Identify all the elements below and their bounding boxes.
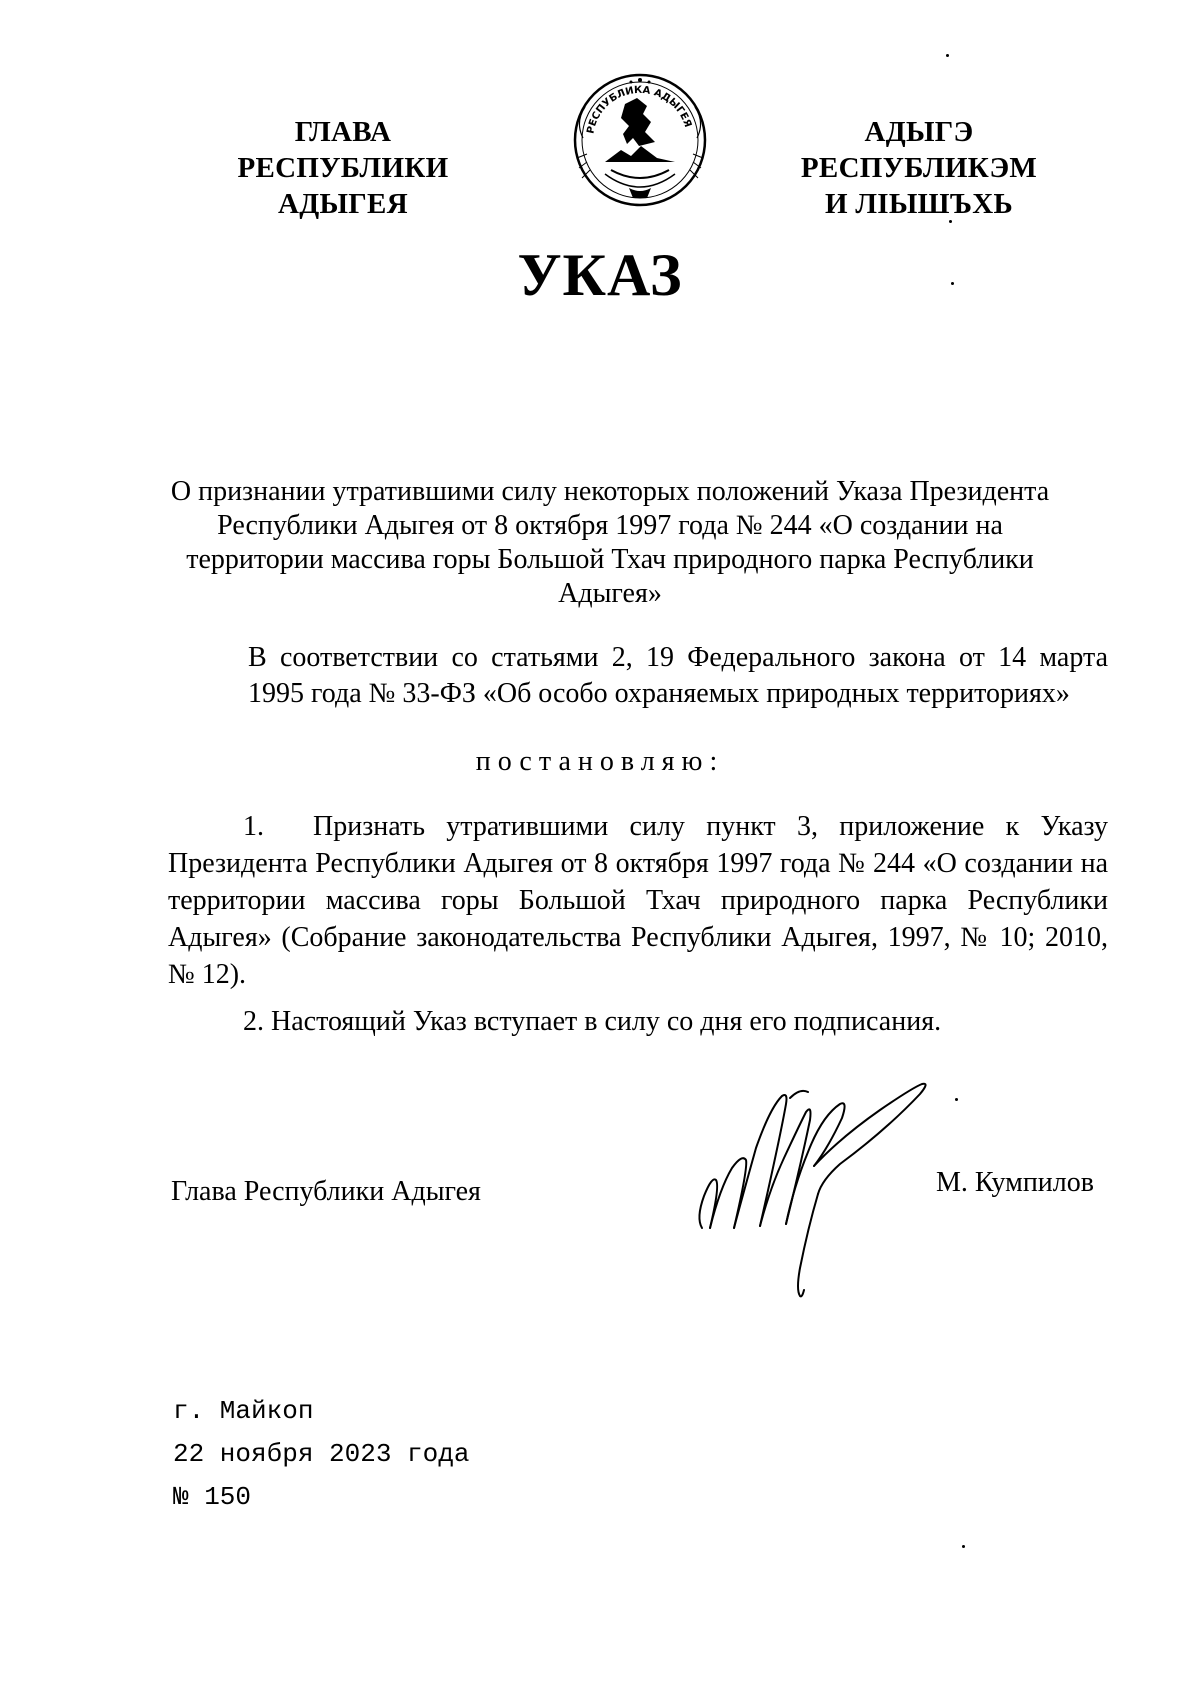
decree-item-1 — [168, 808, 1108, 993]
issue-city: г. Майкоп — [173, 1396, 314, 1426]
scan-speck — [946, 54, 949, 57]
scan-speck — [951, 282, 954, 285]
issuer-title-adyghe-line1: АДЫГЭ РЕСПУБЛИКЭМ — [800, 116, 1038, 184]
decree-word: постановляю: — [475, 746, 725, 777]
preamble-text: В соответствии со статьями 2, 19 Федерального закона от 14 марта 1995 года № 33-ФЗ «Об особо охраняемых природных территориях» — [248, 642, 1108, 709]
document-type-title: УКАЗ — [517, 242, 683, 308]
issuer-title-adyghe — [744, 114, 1094, 222]
signatory-name: М. Кумпилов — [936, 1167, 1094, 1198]
coat-of-arms-icon — [565, 62, 715, 212]
issue-date: 22 ноября 2023 года — [173, 1439, 470, 1469]
issuer-title-line2: РЕСПУБЛИКИ АДЫГЕЯ — [237, 152, 449, 220]
preamble-paragraph — [168, 640, 1108, 712]
emblem-text: РЕСПУБЛИКА АДЫГЕЯ — [585, 84, 694, 135]
decree-item-text: Признать утратившими силу пункт 3, приложение к Указу Президента Республики Адыгея от 8 октября 1997 года № 244 «О создании на территории массива горы Большой Тхач природного парка Республики Адыгея» (Собрание законодательства Республики Адыгея, 1997, № 10; 2010, № 12). — [168, 811, 1108, 990]
scan-speck — [962, 1545, 965, 1548]
scan-speck — [949, 220, 952, 223]
document-requisites — [173, 1390, 469, 1519]
scan-speck — [955, 1098, 958, 1101]
document-number: № 150 — [173, 1482, 252, 1512]
issuer-title-line1: ГЛАВА — [294, 116, 392, 148]
decree-item-2: 2. Настоящий Указ вступает в силу со дня его подписания. — [243, 1006, 942, 1037]
handwritten-signature-icon — [690, 1068, 950, 1300]
decree-item-number: 1. — [243, 811, 264, 842]
document-subject: О признании утратившими силу некоторых положений Указа Президента Республики Адыгея от 8 октября 1997 года № 244 «О создании на территории массива горы Большой Тхач природного парка Республики Адыгея» — [170, 476, 1050, 609]
issuer-title-russian — [170, 114, 516, 222]
signatory-position: Глава Республики Адыгея — [171, 1176, 481, 1207]
issuer-title-adyghe-line2: И ЛІЫШЪХЬ — [824, 188, 1014, 220]
